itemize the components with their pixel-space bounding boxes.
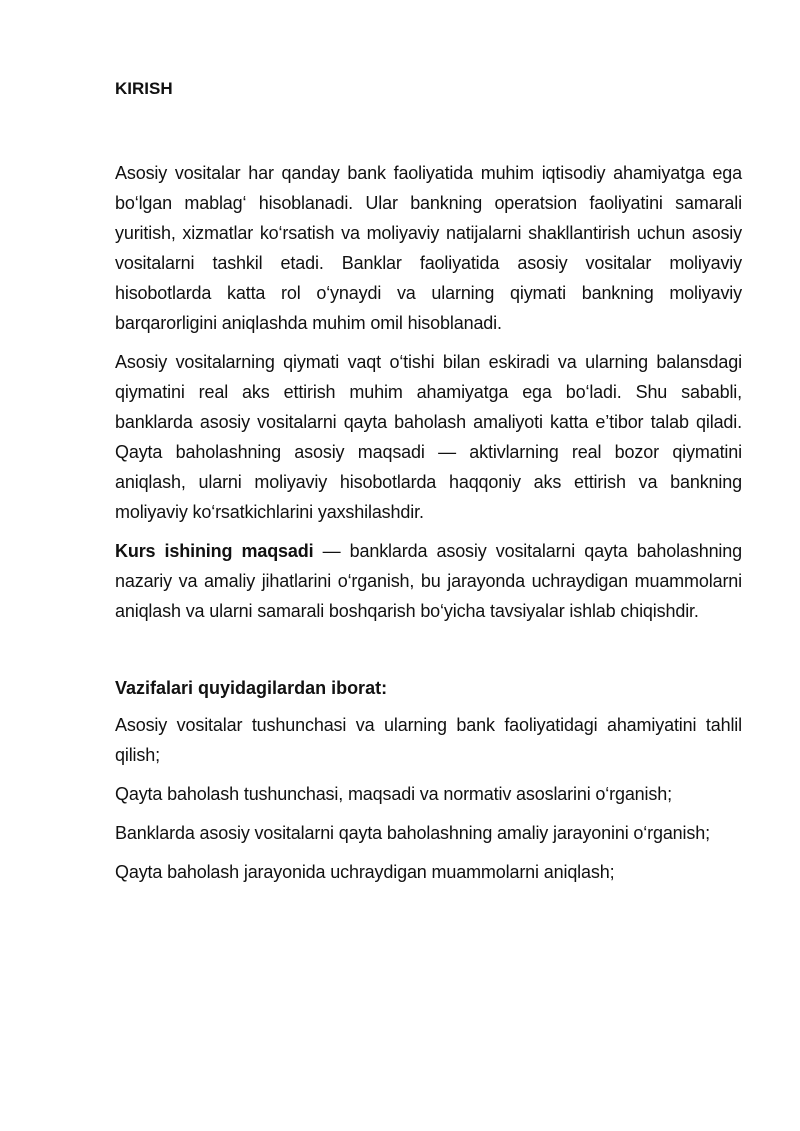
task-item-1: Asosiy vositalar tushunchasi va ularning bank faoliyatidagi ahamiyatini tahlil qilish; — [115, 715, 742, 765]
aim-paragraph — [115, 536, 742, 626]
intro-paragraph-2: Asosiy vositalarning qiymati vaqt o‘tishi bilan eskiradi va ularning balansdagi qiymatini real aks ettirish muhim ahamiyatga ega bo‘ladi. Shu sababli, banklarda asosiy vositalarni qayta baholash amaliyoti katta e’tibor talab qiladi. Qayta baholashning asosiy maqsadi — aktivlarning real bozor qiymatini aniqlash, ularni moliyaviy hisobotlarda haqqoniy aks ettirish va bankning moliyaviy ko‘rsatkichlarini yaxshilashdir. — [115, 352, 742, 522]
section-heading: KIRISH — [115, 79, 173, 98]
spacer — [115, 635, 742, 673]
task-item-2: Qayta baholash tushunchasi, maqsadi va normativ asoslarini o‘rganish; — [115, 784, 672, 804]
tasks-heading: Vazifalari quyidagilardan iborat: — [115, 678, 388, 698]
document-page — [115, 76, 742, 896]
spacer — [115, 102, 742, 158]
aim-label: Kurs ishining maqsadi — [115, 541, 314, 561]
intro-paragraph-1: Asosiy vositalar har qanday bank faoliyatida muhim iqtisodiy ahamiyatga ega bo‘lgan mablag‘ hisoblanadi. Ular bankning operatsion faoliyatini samarali yuritish, xizmatlar ko‘rsatish va moliyaviy natijalarni shakllantirish uchun asosiy vositalarni tashkil etadi. Banklar faoliyatida asosiy vositalar moliyaviy hisobotlarda katta rol o‘ynaydi va ularning qiymati bankning moliyaviy barqarorligini aniqlashda muhim omil hisoblanadi. — [115, 163, 742, 333]
task-item-3: Banklarda asosiy vositalarni qayta baholashning amaliy jarayonini o‘rganish; — [115, 823, 710, 843]
aim-text: — banklarda asosiy vositalarni qayta baholashning nazariy va amaliy jihatlarini o‘rganish, bu jarayonda uchraydigan muammolarni aniqlash va ularni samarali boshqarish bo‘yicha tavsiyalar ishlab chiqishdir. — [115, 541, 743, 621]
task-item-4: Qayta baholash jarayonida uchraydigan muammolarni aniqlash; — [115, 862, 615, 882]
